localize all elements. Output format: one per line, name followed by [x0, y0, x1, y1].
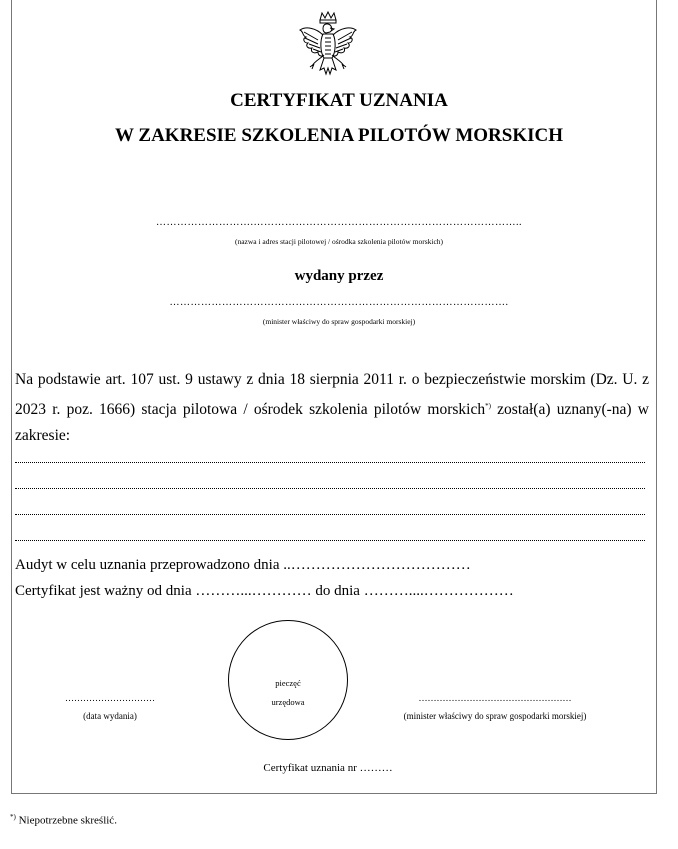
seal-label-line-1: pieczęć — [275, 678, 301, 688]
issued-by-heading: wydany przez — [294, 268, 384, 284]
footnote-text: Niepotrzebne skreślić. — [15, 814, 117, 827]
audit-date-row — [15, 557, 471, 574]
footnote — [10, 813, 117, 827]
issue-date-caption: (data wydania) — [83, 711, 137, 721]
validity-row — [15, 583, 514, 600]
certificate-number: Certyfikat uznania nr ……… — [263, 762, 393, 774]
valid-to-label: do dnia — [315, 583, 360, 599]
valid-from-label: Certyfikat jest ważny od dnia — [15, 583, 192, 599]
scope-line-4[interactable] — [15, 540, 645, 541]
minister-signature-caption: (minister właściwy do spraw gospodarki morskiej) — [403, 711, 587, 721]
valid-from-field[interactable]: ………...………… — [195, 583, 312, 599]
scope-line-3[interactable] — [15, 514, 645, 515]
institution-name-caption: (nazwa i adres stacji pilotowej / ośrodka szkolenia pilotów morskich) — [234, 237, 444, 246]
institution-name-field[interactable]: ……………………….………………………………………………………………….. — [156, 217, 522, 228]
minister-signature-field[interactable]: …………………………………………… — [418, 693, 572, 703]
valid-to-field[interactable]: ………....……………… — [363, 583, 514, 599]
audit-date-field[interactable]: ..……………………………… — [283, 557, 471, 573]
footnote-reference: *) — [485, 402, 491, 410]
polish-eagle-emblem — [296, 10, 360, 82]
minister-name-caption: (minister właściwy do spraw gospodarki morskiej) — [262, 317, 416, 326]
scope-line-1[interactable] — [15, 462, 645, 463]
legal-basis-end: został(a) uznany(-na) w zakresie: — [15, 401, 649, 445]
footnote-mark: *) — [10, 813, 16, 821]
legal-basis-text: Na podstawie art. 107 ust. 9 ustawy z dnia 18 sierpnia 2011 r. o bezpieczeństwie morskim (Dz. U. z 2023 r. poz. 1666) stacja pilotowa / ośrodek szkolenia pilotów morskich — [15, 371, 649, 419]
scope-line-2[interactable] — [15, 488, 645, 489]
legal-basis-paragraph — [15, 367, 649, 449]
minister-name-field[interactable]: ……………………………………………………………………………………. — [169, 297, 509, 308]
title-line-1: CERTYFIKAT UZNANIA — [230, 90, 448, 111]
title-line-2: W ZAKRESIE SZKOLENIA PILOTÓW MORSKICH — [114, 125, 564, 146]
issue-date-field[interactable]: ………………………… — [65, 693, 155, 703]
audit-date-label: Audyt w celu uznania przeprowadzono dnia — [15, 557, 280, 573]
seal-label-line-2: urzędowa — [271, 697, 305, 707]
